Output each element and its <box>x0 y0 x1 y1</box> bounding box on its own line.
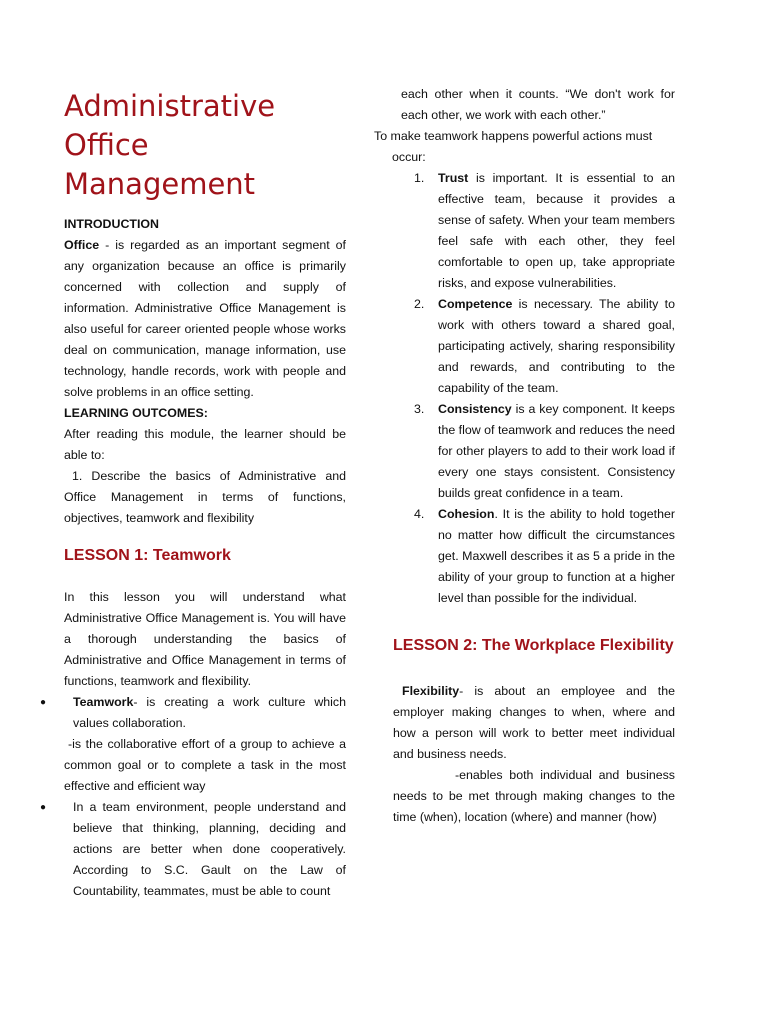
trust-text: is important. It is essential to an effective team, because it provides a sense of safety. When your team members feel safe with each other, they feel comfortable to open up, take appropriate risks, and expose vulnerabilities. <box>438 171 675 290</box>
teamwork-text: - is creating a work culture which values collaboration. <box>73 695 346 730</box>
title-line-1: Administrative <box>64 89 276 123</box>
teamwork-term: Teamwork <box>73 695 134 709</box>
list-number: 1. <box>414 171 425 185</box>
consistency-term: Consistency <box>438 402 512 416</box>
lesson1-intro: In this lesson you will understand what Administrative Office Management is. You will have a thorough understanding the basics of Administrative and Office Management in terms of functions, teamwork and flexibility. <box>64 590 346 688</box>
occur-text: occur: <box>392 150 426 164</box>
left-column <box>40 87 346 902</box>
flexibility-text: - is about an employee and the employer making changes to when, where and how a person will work to better meet individual and business needs. <box>393 684 675 761</box>
bullet-icon: ● <box>40 697 47 708</box>
list-item-cohesion <box>374 504 675 609</box>
title-line-2: Office <box>64 128 149 162</box>
competence-term: Competence <box>438 297 513 311</box>
document-title <box>64 87 346 204</box>
flexibility-paragraph-2: -enables both individual and business needs to be met through making changes to the time (when), location (where) and manner (how) <box>393 768 675 824</box>
lesson1-title: LESSON 1: Teamwork <box>64 547 231 564</box>
outcomes-intro: After reading this module, the learner should be able to: <box>64 427 346 462</box>
list-item-trust <box>374 168 675 294</box>
bullet-icon: ● <box>40 802 47 813</box>
list-number: 4. <box>414 507 425 521</box>
title-line-3: Management <box>64 167 256 201</box>
list-item-consistency <box>374 399 675 504</box>
teamwork-extra: -is the collaborative effort of a group to achieve a common goal or to complete a task in the most effective and efficient way <box>64 737 346 793</box>
cohesion-text: . It is the ability to hold together no matter how difficult the circumstances get. Maxwell describes it as 5 a pride in the ability of your group to function at a higher level than possible for the individual. <box>438 507 675 605</box>
trust-term: Trust <box>438 171 469 185</box>
continued-text: each other when it counts. “We don't work for each other, we work with each other.” <box>401 87 675 122</box>
bullet-teamwork <box>40 692 346 734</box>
list-item-competence <box>374 294 675 399</box>
list-number: 3. <box>414 402 425 416</box>
make-teamwork-text: To make teamwork happens powerful actions must <box>374 129 653 143</box>
office-text: - is regarded as an important segment of any organization because an office is primarily concerned with collection and supply of information. Administrative Office Management is also useful for career oriented people whose works deal on communication, manage information, use technology, handle records, work with people and solve problems in an office setting. <box>64 238 346 399</box>
right-column <box>374 84 675 828</box>
flexibility-paragraph <box>374 681 675 765</box>
outcomes-heading: LEARNING OUTCOMES: <box>64 406 208 420</box>
cohesion-term: Cohesion <box>438 507 495 521</box>
competence-text: is necessary. The ability to work with others toward a shared goal, participating actively, sharing responsibility and rewards, and contributing to the capability of the team. <box>438 297 675 395</box>
flexibility-term: Flexibility <box>402 684 460 698</box>
office-term: Office <box>64 238 100 252</box>
outcome-1: 1. Describe the basics of Administrative and Office Management in terms of functions, objectives, teamwork and flexibility <box>64 469 346 525</box>
consistency-text: is a key component. It keeps the flow of teamwork and reduces the need for other players to add to their work load if every one stays consistent. Consistency builds great confidence in a team. <box>438 402 675 500</box>
lesson2-title: LESSON 2: The Workplace Flexibility <box>393 637 674 654</box>
list-number: 2. <box>414 297 425 311</box>
intro-heading: INTRODUCTION <box>64 217 159 231</box>
bullet-team-environment <box>40 797 346 902</box>
office-paragraph <box>64 235 346 403</box>
team-environment-text: In a team environment, people understand and believe that thinking, planning, deciding and actions are better when done cooperatively. According to S.C. Gault on the Law of Countability, teammates, must be able to count <box>73 800 346 898</box>
